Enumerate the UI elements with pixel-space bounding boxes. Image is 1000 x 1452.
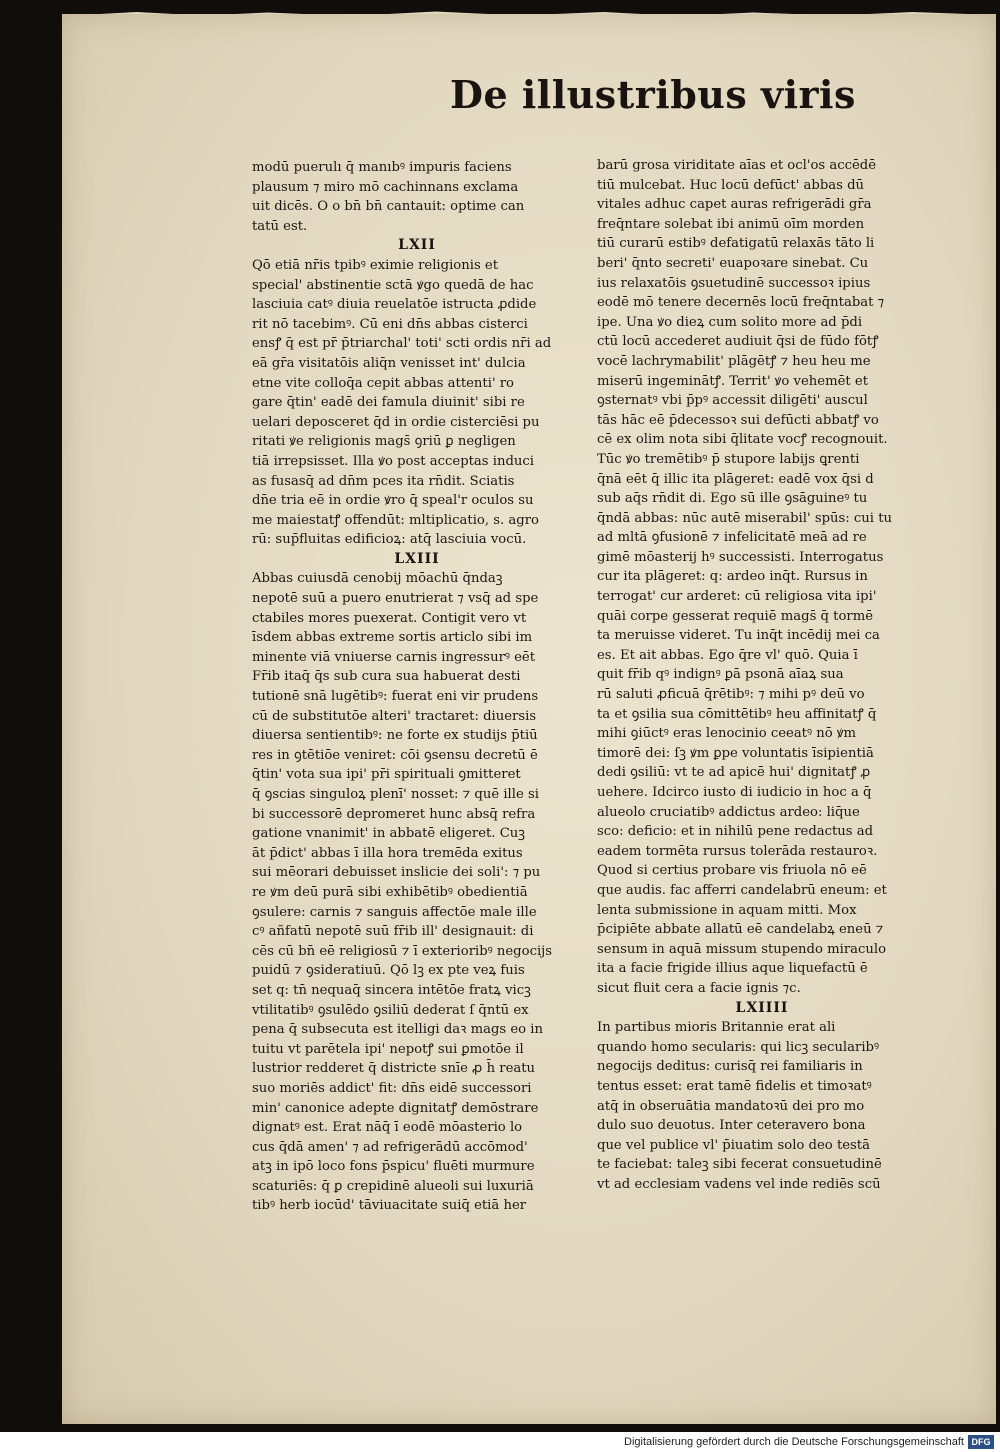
left-column bbox=[252, 158, 582, 1216]
text-line: vtilitatibꝰ ꝯsulēdo ꝯsiliū dederat ſ q̄ntū ex bbox=[252, 1002, 529, 1018]
text-line: atꝫ in ipō loco fons p̄spicu' fluēti murmure bbox=[252, 1159, 535, 1175]
text-line: terrogat' cur arderet: cū religiosa vita ipi' bbox=[597, 589, 877, 605]
text-line: re ꝟm deū purā sibi exhibētibꝰ obedientiā bbox=[252, 884, 528, 900]
text-line: ipe. Una ꝟo dieꝝ cum solito more ad p̄di bbox=[597, 314, 863, 330]
text-line: ta et ꝯsilia sua cōmittētibꝰ heu affinitatꝭ q̄ bbox=[597, 706, 877, 722]
text-line: cēs cū bn̄ eē religiosū ⁊ ī exterioribꝰ negocijs bbox=[252, 943, 553, 959]
text-line: es. Et ait abbas. Ego q̄re vl' quō. Quia ī bbox=[597, 647, 858, 663]
text-line: que audis. fac afferri candelabrū eneum: et bbox=[597, 882, 887, 898]
text-line: uelari deposceret q̄d in ordie cisterciēsi pu bbox=[252, 414, 540, 430]
text-line: ta meruisse videret. Tu inq̄t incēdij mei ca bbox=[597, 628, 880, 644]
text-line: dulo suo deuotus. Inter ceteravero bona bbox=[597, 1118, 866, 1134]
text-line: q̄ ꝯscias singuloꝝ plenī' nosset: ⁊ quē ille si bbox=[252, 787, 539, 802]
text-line: dn̄e tria eē in ordie ꝟro q̄ speal'r oculos su bbox=[252, 493, 534, 509]
text-line: cus q̄dā amen' ⁊ ad refrigerādū accōmod' bbox=[252, 1139, 528, 1155]
text-line: ius relaxatōis ꝯsuetudinē successoꝛ ipius bbox=[597, 275, 871, 291]
text-line: sco: deficio: et in nihilū pene redactus ad bbox=[597, 824, 874, 840]
text-line: dedi ꝯsiliū: vt te ad apicē hui' dignitatꝭ ꝓ bbox=[597, 765, 871, 781]
text-line: tentus esset: erat tamē fidelis et timoꝛatꝰ bbox=[597, 1078, 872, 1094]
text-line: vt ad ecclesiam vadens vel inde rediēs scū bbox=[597, 1176, 881, 1192]
text-line: atq̄ in obseruātia mandatoꝛū dei pro mo bbox=[597, 1098, 865, 1114]
text-line: tās hāc eē p̄decessoꝛ sui defūcti abbatꝭ vo bbox=[597, 412, 879, 428]
text-line: tiā irrepsisset. Illa ꝟo post acceptas induci bbox=[252, 453, 535, 469]
text-line: puidū ⁊ ꝯsideratiuū. Qō lꝫ ex pte veꝝ fuis bbox=[252, 963, 525, 979]
text-line: minente viā vniuerse carnis ingressurꝰ eēt bbox=[252, 649, 536, 665]
text-line: quāi corpe gesserat requiē mags̄ q̄ tormē bbox=[597, 608, 874, 624]
text-line: te faciebat: taleꝫ sibi fecerat consuetudinē bbox=[597, 1157, 882, 1173]
chapter-number: LXIIII bbox=[735, 999, 789, 1016]
text-line: q̄ndā abbas: nūc autē miserabil' spūs: cui tu bbox=[597, 510, 892, 526]
text-line: ritati ꝟe religionis mags̄ ꝯriū ꝑ negligen bbox=[252, 434, 516, 450]
text-line: tibꝰ herb iocūd' tāviuacitate suiq̄ etiā her bbox=[252, 1198, 527, 1214]
text-line: tatū est. bbox=[252, 218, 308, 234]
text-line: Tūc ꝟo tremētibꝰ p̄ stupore labijs ꝗrenti bbox=[597, 451, 860, 467]
text-line: rū saluti ꝓficuā q̄rētibꝰ: ⁊ mihi pꝰ deū vo bbox=[597, 687, 865, 703]
text-line: cū de substitutōe alteri' tractaret: diuersis bbox=[252, 708, 537, 724]
footer-bar bbox=[0, 1432, 1000, 1452]
text-line: pena q̄ subsecuta est itelligi daꝛ mags eo in bbox=[252, 1022, 543, 1038]
text-line: rū: sup̄fluitas edificioꝝ: atq̄ lasciuia vocū. bbox=[252, 532, 527, 548]
text-line: q̄nā eēt q̄ illic ita plāgeret: eadē vox q̄si d bbox=[597, 471, 874, 487]
text-line: beri' q̄nto secreti' euapoꝛare sinebat. Cu bbox=[597, 255, 869, 271]
text-line: cē ex olim nota sibi q̄litate vocꝭ recognouit. bbox=[597, 432, 888, 448]
text-line: me maiestatꝭ offendūt: mltiplicatio, s. agro bbox=[252, 512, 539, 528]
text-line: miserū ingeminātꝭ. Territ' ꝟo vehemēt et bbox=[597, 373, 868, 389]
text-line: In partibus mioris Britannie erat ali bbox=[597, 1020, 836, 1036]
chapter-number: LXII bbox=[398, 237, 436, 254]
text-line: plausum ⁊ miro mō cachinnans exclama bbox=[252, 179, 519, 195]
text-line: eadem tormēta rursus tolerāda restauroꝛ. bbox=[597, 843, 878, 859]
text-line: ctabiles mores puexerat. Contigit vero vt bbox=[252, 610, 527, 626]
text-line: quit fr̄ib qꝰ indignꝰ ꝑā psonā aīaꝝ sua bbox=[597, 667, 844, 683]
text-line: sensum in aquā missum stupendo miraculo bbox=[597, 941, 887, 957]
text-line: special' abstinentie sctā ꝟgo quedā de hac bbox=[252, 277, 534, 293]
text-line: mihi ꝯiūctꝰ eras lenocinio ceeatꝰ nō ꝟm bbox=[597, 726, 856, 742]
text-line: barū grosa viriditate aīas et ocl'os accēdē bbox=[597, 158, 877, 173]
text-line: vitales adhuc capet auras refrigerādi gr̄a bbox=[597, 197, 872, 213]
text-line: sicut fluit cera a facie ignis ⁊c. bbox=[597, 980, 801, 996]
text-line: vocē lachrymabilit' plāgētꝭ ⁊ heu heu me bbox=[597, 353, 871, 369]
text-line: lasciuia catꝰ diuia reuelatōe istructa ꝓdide bbox=[252, 297, 537, 313]
text-line: Fr̄ib itaq̄ q̄s sub cura sua habuerat desti bbox=[252, 669, 521, 685]
text-line: diuersa sentientibꝰ: ne forte ex studijs p̄tiū bbox=[252, 728, 538, 744]
funding-note: Digitalisierung gefördert durch die Deutsche Forschungsgemeinschaft bbox=[624, 1436, 964, 1448]
text-line: res in ꝯtētiōe veniret: cōi ꝯsensu decretū ē bbox=[252, 747, 538, 763]
text-line: uit dicēs. O o bn̄ bn̄ cantauit: optime can bbox=[252, 199, 525, 215]
text-line: tiū curarū estibꝰ defatigatū relaxās tāto li bbox=[597, 236, 875, 252]
running-head: De illustribus viris bbox=[450, 72, 856, 117]
text-line: scaturiēs: q̄ ꝑ crepidinē alueoli sui luxuriā bbox=[252, 1178, 534, 1194]
text-line: sui mēorari debuisset inslicie dei soli': ⁊ pu bbox=[252, 865, 541, 881]
text-line: freq̄ntare solebat ibi animū oīm morden bbox=[597, 216, 865, 232]
text-line: dignatꝰ est. Erat nāq̄ ī eodē mōasterio lo bbox=[252, 1120, 523, 1136]
chapter-number: LXIII bbox=[394, 550, 440, 567]
text-line: min' canonice adepte dignitatꝭ demōstrare bbox=[252, 1100, 539, 1116]
text-line: gare q̄tin' eadē dei famula diuinit' sibi re bbox=[252, 395, 525, 411]
text-line: uehere. Idcirco iusto di iudicio in hoc a q̄ bbox=[597, 785, 872, 800]
text-line: alueolo cruciatibꝰ addictus ardeo: liq̄ue bbox=[597, 804, 860, 820]
text-line: ctū locū accederet audiuit q̄si de fūdo fōtꝭ bbox=[597, 334, 879, 350]
text-line: Quod si certius probare vis friuola nō eē bbox=[597, 863, 867, 879]
text-line: cꝰ añfatū nepotē suū fr̄ib ill' designauit: di bbox=[252, 924, 534, 940]
text-line: Abbas cuiusdā cenobij mōachū q̄ndaꝫ bbox=[252, 571, 503, 587]
text-line: lustrior redderet q̄ districte snīe ꝓ h̄ reatu bbox=[252, 1061, 536, 1077]
text-line: gimē mōasterij hꝰ successisti. Interrogatus bbox=[597, 549, 884, 565]
text-line: p̄cipiēte abbate allatū eē candelabꝝ eneū ⁊ bbox=[597, 922, 884, 938]
text-line: āt p̄dict' abbas ī illa hora tremēda exitus bbox=[252, 845, 523, 861]
text-line: as fusasq̄ ad dn̄m pces ita rn̄dit. Sciatis bbox=[252, 473, 515, 489]
text-line: cur ita plāgeret: q: ardeo inq̄t. Rursus in bbox=[597, 569, 868, 585]
dfg-logo: DFG bbox=[968, 1435, 994, 1449]
right-column bbox=[597, 156, 927, 1194]
text-line: ꝯsulere: carnis ⁊ sanguis affectōe male ille bbox=[252, 904, 537, 920]
text-line: ita a facie frigide illius aque liquefactū ē bbox=[597, 961, 868, 977]
text-line: q̄tin' vota sua ipi' pr̄i spirituali ꝯmitteret bbox=[252, 767, 521, 783]
text-line: tutionē snā lugētibꝰ: fuerat eni vir prudens bbox=[252, 689, 539, 705]
text-line: sub aq̄s rn̄dit di. Ego sū ille ꝯsāguineꝰ tu bbox=[597, 491, 868, 507]
text-line: etne vite colloq̄a cepit abbas attenti' ro bbox=[252, 375, 514, 391]
text-line: Qō etiā nr̄is tpibꝰ eximie religionis et bbox=[252, 257, 499, 273]
text-line: eodē mō tenere decernēs locū freq̄ntabat ⁊ bbox=[597, 295, 885, 311]
text-line: rit nō tacebimꝰ. Cū eni dn̄s abbas cisterci bbox=[252, 316, 528, 332]
text-line: eā gr̄a visitatōis aliq̄n venisset int' dulcia bbox=[252, 355, 526, 371]
text-line: modū puerulı q̄ manıbꝰ impuris faciens bbox=[252, 160, 512, 175]
text-line: nepotē suū a puero enutrierat ⁊ vsq̄ ad spe bbox=[252, 591, 539, 607]
text-line: īsdem abbas extreme sortis articlo sibi im bbox=[252, 630, 533, 646]
text-line: tuitu vt parētela ipi' nepotꝭ sui ꝑmotōe il bbox=[252, 1041, 524, 1057]
text-line: que vel publice vl' p̄iuatim solo deo testā bbox=[597, 1137, 870, 1153]
text-line: ad mltā ꝯfusionē ⁊ infelicitatē meā ad re bbox=[597, 530, 867, 546]
text-line: suo moriēs addict' fit: dn̄s eidē successori bbox=[252, 1080, 532, 1096]
text-line: set q: tn̄ nequaq̄ sincera intētōe fratꝝ vicꝫ bbox=[252, 982, 531, 998]
text-line: lenta submissione in aquam mitti. Mox bbox=[597, 902, 857, 918]
text-line: tiū mulcebat. Huc locū defūct' abbas dū bbox=[597, 177, 865, 193]
text-line: gatione vnanimit' in abbatē eligeret. Cuꝫ bbox=[252, 826, 526, 842]
text-line: bi successorē depromeret hunc absq̄ refra bbox=[252, 806, 536, 822]
text-line: ensꝭ q̄ est pr̄ p̄triarchal' toti' scti ordis nr̄i ad bbox=[252, 336, 552, 352]
text-line: negocijs deditus: curisq̄ rei familiaris in bbox=[597, 1059, 863, 1075]
text-line: timorē dei: ſꝫ ꝟm ꝑpe voluntatis īsipientiā bbox=[597, 745, 874, 761]
text-line: ꝯsternatꝰ vbi p̄pꝰ accessit diligēti' auscul bbox=[597, 393, 868, 409]
text-line: quando homo secularis: qui licꝫ secularibꝰ bbox=[597, 1039, 880, 1055]
